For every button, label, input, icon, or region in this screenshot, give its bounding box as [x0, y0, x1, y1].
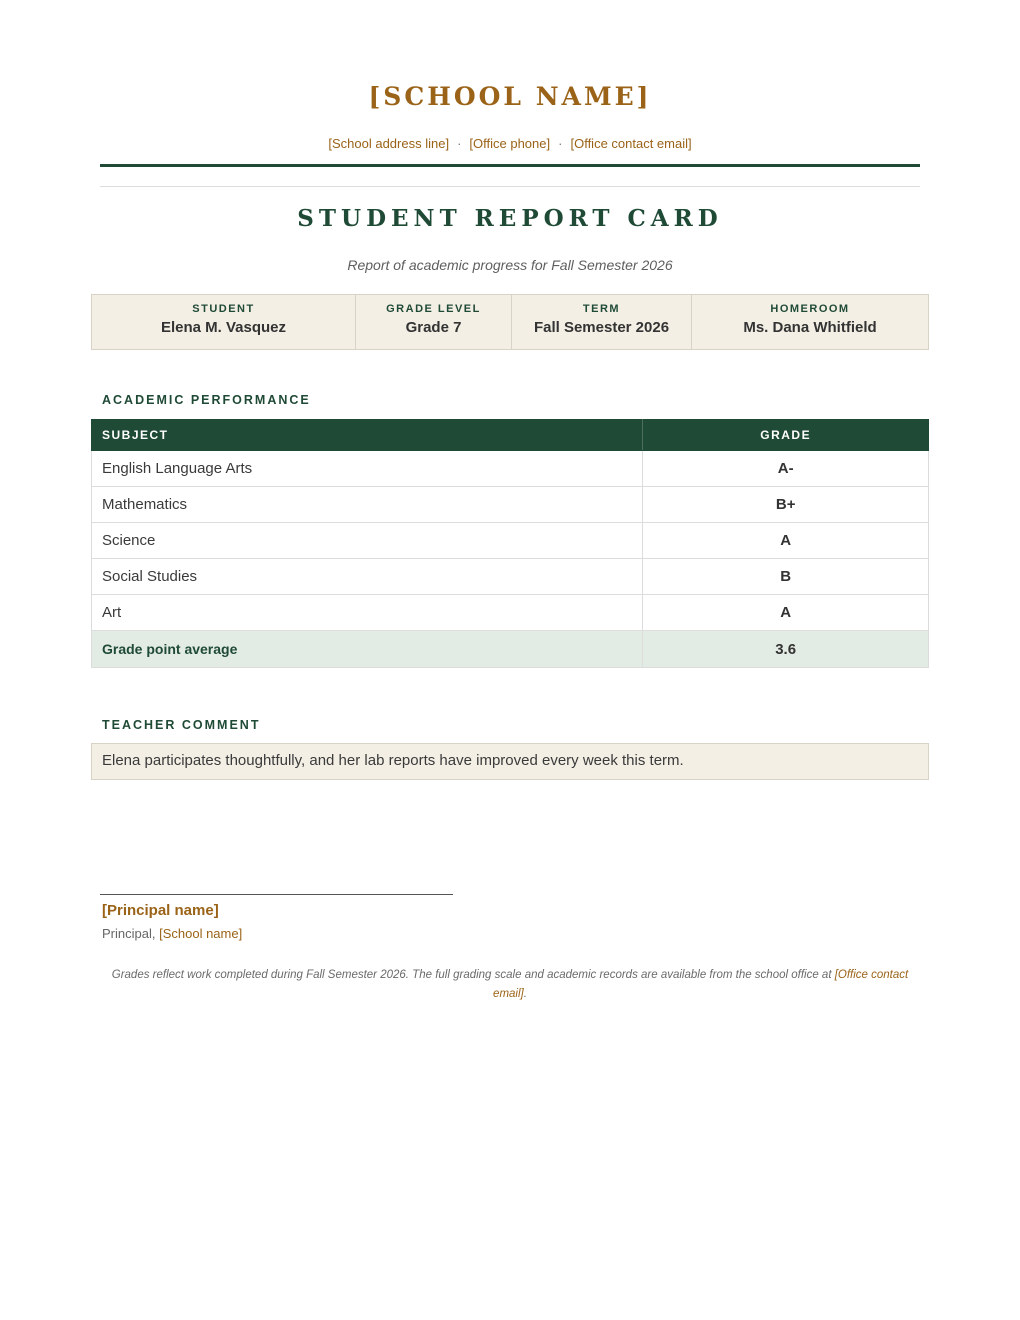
info-cell-student	[92, 295, 356, 349]
gpa-label: Grade point average	[92, 631, 643, 668]
info-cell-grade-level	[356, 295, 512, 349]
info-value: Fall Semester 2026	[533, 319, 670, 336]
principal-role	[102, 926, 242, 941]
teacher-comment-box: Elena participates thoughtfully, and her lab reports have improved every week this term.	[91, 743, 929, 780]
school-address: [School address line]	[328, 136, 450, 151]
table-row	[92, 487, 929, 523]
table-row	[92, 523, 929, 559]
grade-cell: B	[643, 559, 929, 595]
gpa-value: 3.6	[643, 631, 929, 668]
principal-name: [Principal name]	[102, 902, 219, 919]
subject-cell: Social Studies	[92, 559, 643, 595]
footnote	[100, 966, 920, 1004]
info-label: STUDENT	[192, 303, 255, 315]
separator: ·	[558, 136, 563, 151]
contact-line	[0, 136, 1020, 151]
grades-table	[91, 419, 929, 668]
info-label: HOMEROOM	[770, 303, 850, 315]
header-rule	[100, 164, 920, 167]
student-info-table	[91, 294, 929, 350]
document-subtitle: Report of academic progress for Fall Semester 2026	[347, 257, 673, 273]
info-cell-term	[512, 295, 692, 349]
office-email: [Office contact email]	[570, 136, 692, 151]
subject-cell: Science	[92, 523, 643, 559]
info-value: Grade 7	[405, 319, 462, 336]
footnote-end: .	[523, 988, 527, 1000]
info-label: GRADE LEVEL	[386, 303, 481, 315]
footnote-email: [Office contact email]	[493, 969, 909, 1000]
subject-column-header: SUBJECT	[92, 420, 643, 451]
grade-cell: B+	[643, 487, 929, 523]
grade-cell: A	[643, 595, 929, 631]
subject-cell: Mathematics	[92, 487, 643, 523]
grade-column-header: GRADE	[643, 420, 929, 451]
grade-cell: A-	[643, 451, 929, 487]
table-row	[92, 559, 929, 595]
info-value: Elena M. Vasquez	[160, 319, 287, 336]
header-divider	[100, 186, 920, 187]
signature-line	[100, 894, 453, 895]
info-cell-homeroom	[692, 295, 928, 349]
principal-title: Principal,	[102, 926, 156, 941]
gpa-row	[92, 631, 929, 668]
teacher-comment-heading: TEACHER COMMENT	[102, 718, 261, 732]
document-title: STUDENT REPORT CARD	[297, 205, 723, 232]
academic-performance-heading: ACADEMIC PERFORMANCE	[102, 393, 311, 407]
separator: ·	[457, 136, 462, 151]
table-row	[92, 451, 929, 487]
info-value: Ms. Dana Whitfield	[743, 319, 877, 336]
subject-cell: English Language Arts	[92, 451, 643, 487]
subject-cell: Art	[92, 595, 643, 631]
table-row	[92, 595, 929, 631]
office-phone: [Office phone]	[469, 136, 551, 151]
school-name: [SCHOOL NAME]	[368, 82, 652, 111]
footnote-text: Grades reflect work completed during Fall Semester 2026. The full grading scale and academic records are available from the school office at	[111, 969, 832, 981]
principal-school: [School name]	[159, 926, 243, 941]
grade-cell: A	[643, 523, 929, 559]
table-header-row	[92, 420, 929, 451]
info-label: TERM	[582, 303, 621, 315]
